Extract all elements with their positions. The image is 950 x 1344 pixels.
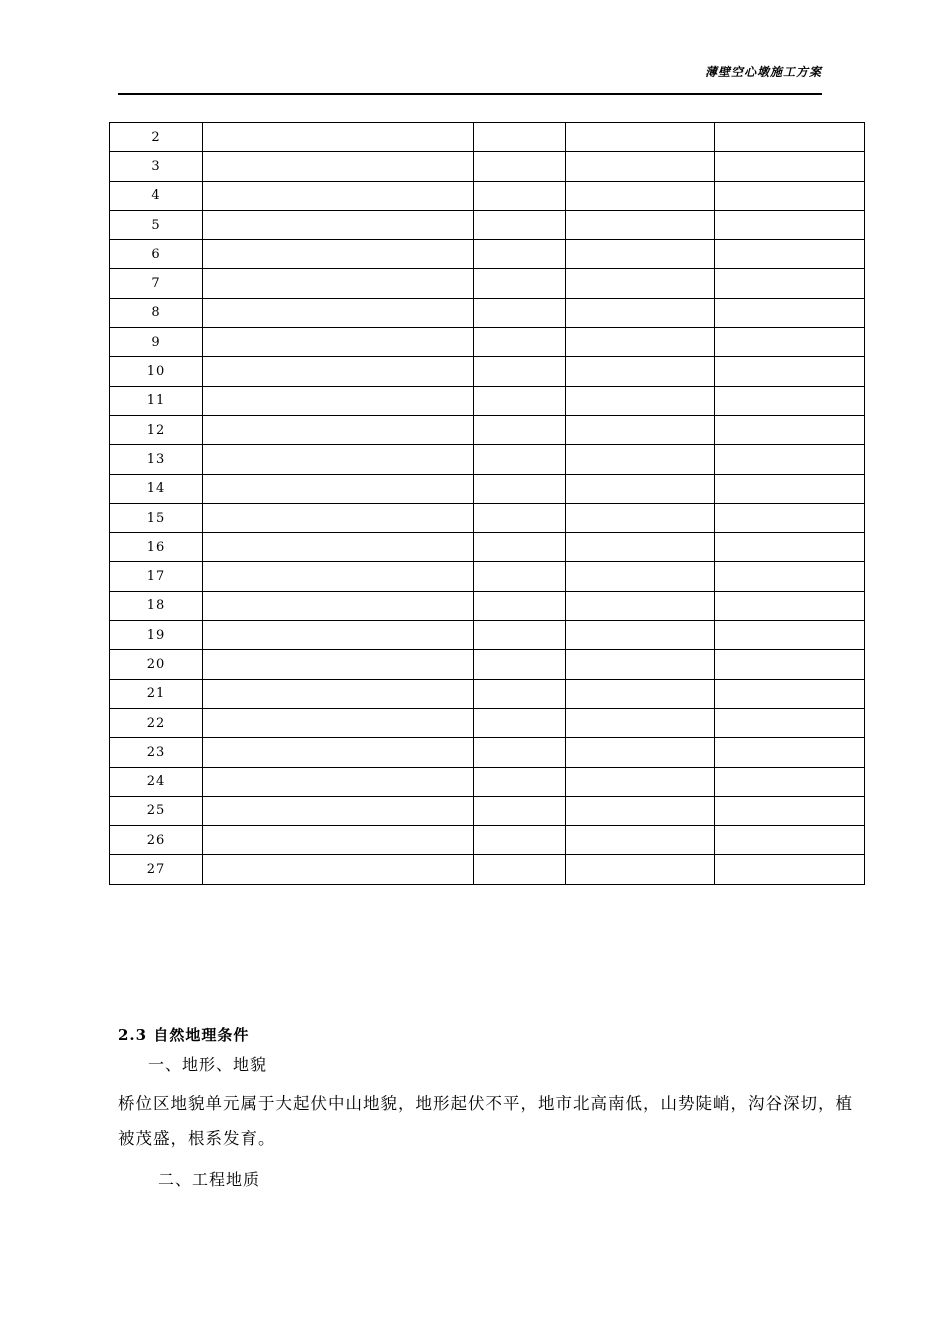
table-cell (203, 181, 474, 210)
table-cell (474, 679, 566, 708)
table-row (110, 328, 865, 357)
table-cell (715, 591, 865, 620)
table-cell (474, 269, 566, 298)
table-cell (715, 328, 865, 357)
row-number-cell: 12 (110, 415, 203, 444)
table-cell (566, 328, 715, 357)
table-cell (566, 210, 715, 239)
row-number-cell: 8 (110, 298, 203, 327)
table-cell (715, 386, 865, 415)
table-cell (203, 210, 474, 239)
subsection-heading-geology: 二、工程地质 (158, 1170, 261, 1189)
table-row (110, 357, 865, 386)
table-cell (566, 269, 715, 298)
table-cell (715, 679, 865, 708)
table-cell (474, 533, 566, 562)
table-row (110, 767, 865, 796)
table-cell (566, 357, 715, 386)
table-cell (474, 826, 566, 855)
table-row (110, 533, 865, 562)
item-table-body (110, 123, 865, 885)
table-row (110, 474, 865, 503)
table-cell (474, 796, 566, 825)
document-header-title: 薄壁空心墩施工方案 (704, 65, 822, 79)
table-cell (203, 826, 474, 855)
row-number-cell: 6 (110, 240, 203, 269)
row-number-cell: 19 (110, 621, 203, 650)
table-cell (203, 562, 474, 591)
row-number-cell: 10 (110, 357, 203, 386)
table-cell (203, 328, 474, 357)
table-cell (203, 591, 474, 620)
table-cell (715, 123, 865, 152)
row-number-cell: 16 (110, 533, 203, 562)
table-cell (474, 738, 566, 767)
table-row (110, 621, 865, 650)
table-cell (566, 708, 715, 737)
table-cell (566, 562, 715, 591)
table-cell (566, 591, 715, 620)
table-cell (203, 650, 474, 679)
table-cell (566, 152, 715, 181)
table-cell (715, 269, 865, 298)
table-cell (715, 210, 865, 239)
table-cell (715, 240, 865, 269)
table-cell (566, 181, 715, 210)
row-number-cell: 24 (110, 767, 203, 796)
table-cell (715, 708, 865, 737)
table-cell (203, 708, 474, 737)
table-cell (474, 591, 566, 620)
table-cell (203, 445, 474, 474)
table-cell (715, 415, 865, 444)
table-row (110, 738, 865, 767)
row-number-cell: 7 (110, 269, 203, 298)
section-heading: 2.3 自然地理条件 (118, 1026, 250, 1044)
table-cell (474, 503, 566, 532)
row-number-cell: 9 (110, 328, 203, 357)
table-cell (715, 796, 865, 825)
table-row (110, 826, 865, 855)
subsection-heading-terrain: 一、地形、地貌 (148, 1055, 268, 1074)
table-row (110, 123, 865, 152)
table-cell (715, 503, 865, 532)
table-row (110, 386, 865, 415)
table-cell (566, 445, 715, 474)
table-cell (715, 474, 865, 503)
table-cell (474, 328, 566, 357)
table-cell (566, 855, 715, 884)
table-row (110, 650, 865, 679)
table-cell (566, 826, 715, 855)
table-cell (203, 240, 474, 269)
table-cell (566, 767, 715, 796)
table-cell (715, 826, 865, 855)
table-cell (715, 650, 865, 679)
table-cell (203, 357, 474, 386)
row-number-cell: 18 (110, 591, 203, 620)
table-cell (474, 357, 566, 386)
table-cell (474, 152, 566, 181)
table-cell (203, 796, 474, 825)
row-number-cell: 27 (110, 855, 203, 884)
table-cell (566, 533, 715, 562)
row-number-cell: 21 (110, 679, 203, 708)
terrain-paragraph: 桥位区地貌单元属于大起伏中山地貌，地形起伏不平，地市北高南低，山势陡峭，沟谷深切，植被茂盛，根系发育。 (118, 1094, 853, 1148)
table-cell (474, 181, 566, 210)
table-row (110, 855, 865, 884)
row-number-cell: 5 (110, 210, 203, 239)
table-cell (203, 269, 474, 298)
table-cell (203, 679, 474, 708)
table-cell (566, 650, 715, 679)
table-row (110, 152, 865, 181)
table-row (110, 298, 865, 327)
table-cell (474, 621, 566, 650)
table-cell (715, 181, 865, 210)
table-cell (203, 767, 474, 796)
table-cell (566, 503, 715, 532)
table-row (110, 181, 865, 210)
table-row (110, 445, 865, 474)
table-cell (474, 210, 566, 239)
table-cell (715, 562, 865, 591)
table-row (110, 591, 865, 620)
table-row (110, 796, 865, 825)
row-number-cell: 2 (110, 123, 203, 152)
row-number-cell: 22 (110, 708, 203, 737)
table-cell (474, 123, 566, 152)
row-number-cell: 23 (110, 738, 203, 767)
table-row (110, 240, 865, 269)
table-cell (715, 298, 865, 327)
table-cell (566, 474, 715, 503)
table-cell (566, 621, 715, 650)
table-row (110, 679, 865, 708)
table-cell (203, 503, 474, 532)
table-cell (474, 298, 566, 327)
row-number-cell: 17 (110, 562, 203, 591)
table-cell (203, 152, 474, 181)
table-cell (715, 855, 865, 884)
table-cell (566, 738, 715, 767)
table-cell (203, 474, 474, 503)
table-cell (715, 621, 865, 650)
table-cell (474, 708, 566, 737)
table-cell (474, 855, 566, 884)
table-cell (474, 474, 566, 503)
table-cell (566, 415, 715, 444)
row-number-cell: 25 (110, 796, 203, 825)
table-cell (566, 679, 715, 708)
table-cell (715, 533, 865, 562)
row-number-cell: 3 (110, 152, 203, 181)
table-cell (203, 621, 474, 650)
table-row (110, 210, 865, 239)
table-cell (203, 855, 474, 884)
table-cell (474, 562, 566, 591)
row-number-cell: 13 (110, 445, 203, 474)
table-cell (715, 152, 865, 181)
header-divider (118, 93, 822, 95)
table-row (110, 269, 865, 298)
table-cell (203, 415, 474, 444)
row-number-cell: 20 (110, 650, 203, 679)
row-number-cell: 15 (110, 503, 203, 532)
table-cell (203, 738, 474, 767)
table-cell (715, 445, 865, 474)
row-number-cell: 4 (110, 181, 203, 210)
table-cell (203, 298, 474, 327)
table-row (110, 503, 865, 532)
table-cell (474, 767, 566, 796)
table-cell (203, 386, 474, 415)
table-cell (474, 386, 566, 415)
table-cell (715, 357, 865, 386)
table-cell (566, 796, 715, 825)
table-cell (474, 240, 566, 269)
table-cell (474, 445, 566, 474)
row-number-cell: 26 (110, 826, 203, 855)
table-cell (715, 767, 865, 796)
table-row (110, 415, 865, 444)
table-cell (474, 650, 566, 679)
table-cell (715, 738, 865, 767)
table-cell (474, 415, 566, 444)
row-number-cell: 14 (110, 474, 203, 503)
table-cell (566, 123, 715, 152)
item-table (109, 122, 865, 885)
table-cell (203, 123, 474, 152)
table-cell (566, 240, 715, 269)
table-cell (203, 533, 474, 562)
row-number-cell: 11 (110, 386, 203, 415)
table-cell (566, 386, 715, 415)
table-row (110, 562, 865, 591)
table-cell (566, 298, 715, 327)
table-row (110, 708, 865, 737)
